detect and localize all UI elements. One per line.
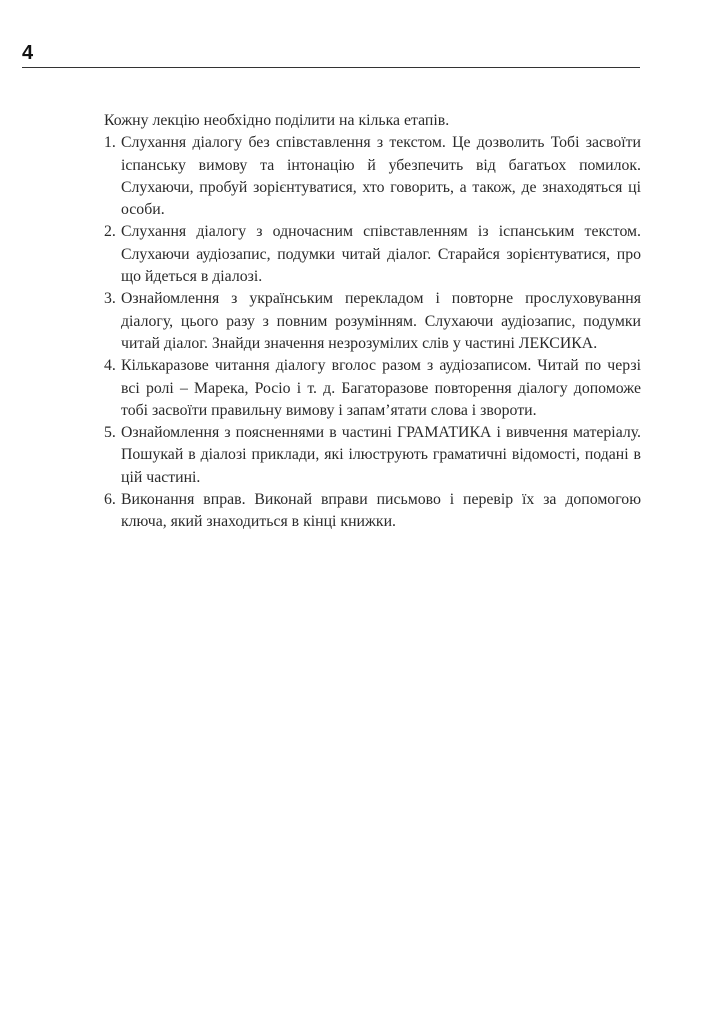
step-number: 3. xyxy=(104,290,116,308)
list-item-step-5 xyxy=(104,422,641,489)
header-divider xyxy=(22,67,640,68)
step-number: 2. xyxy=(104,223,116,241)
step-number: 1. xyxy=(104,134,116,152)
step-text: Ознайомлення з поясненнями в частині ГРАМАТИКА і вивчення матеріалу. Пошукай в діалозі приклади, які ілюструють граматичні відомості, подані в цій частині. xyxy=(121,424,641,486)
list-item-step-6 xyxy=(104,489,641,534)
step-number: 6. xyxy=(104,491,116,509)
page-body xyxy=(104,110,641,534)
intro-paragraph: Кожну лекцію необхідно поділити на кілька етапів. xyxy=(104,112,450,129)
step-text: Виконання вправ. Виконай вправи письмово і перевір їх за допомогою ключа, який знаходиться в кінці книжки. xyxy=(121,491,641,531)
steps-list xyxy=(104,132,641,533)
page-number: 4 xyxy=(22,42,34,64)
list-item-step-2 xyxy=(104,221,641,288)
step-text: Слухання діалогу з одночасним співставленням із іспанським текстом. Слухаючи аудіозапис, подумки читай діалог. Старайся зорієнтуватися, про що йдеться в діалозі. xyxy=(121,223,641,286)
step-number: 4. xyxy=(104,357,116,375)
step-text: Ознайомлення з українським перекладом і повторне прослуховування діалогу, цього разу з повним розумінням. Слухаючи аудіозапис, подумки читай діалог. Знайди значення незрозумілих слів у частині ЛЕКСИКА. xyxy=(121,290,641,352)
list-item-step-4 xyxy=(104,355,641,422)
list-item-step-3 xyxy=(104,288,641,355)
step-text: Слухання діалогу без співставлення з текстом. Це дозволить Тобі засвоїти іспанську вимову та інтонацію й убезпечить від багатьох помилок. Слухаючи, пробуй зорієнтуватися, хто говорить, а також, де знаходяться ці особи. xyxy=(121,134,641,219)
step-number: 5. xyxy=(104,424,116,442)
step-text: Кількаразове читання діалогу вголос разом з аудіозаписом. Читай по черзі всі ролі – Марека, Росіо і т. д. Багаторазове повторення діалогу допоможе тобі засвоїти правильну вимову і запам’ятати слова і звороти. xyxy=(121,357,641,419)
list-item-step-1 xyxy=(104,132,641,221)
